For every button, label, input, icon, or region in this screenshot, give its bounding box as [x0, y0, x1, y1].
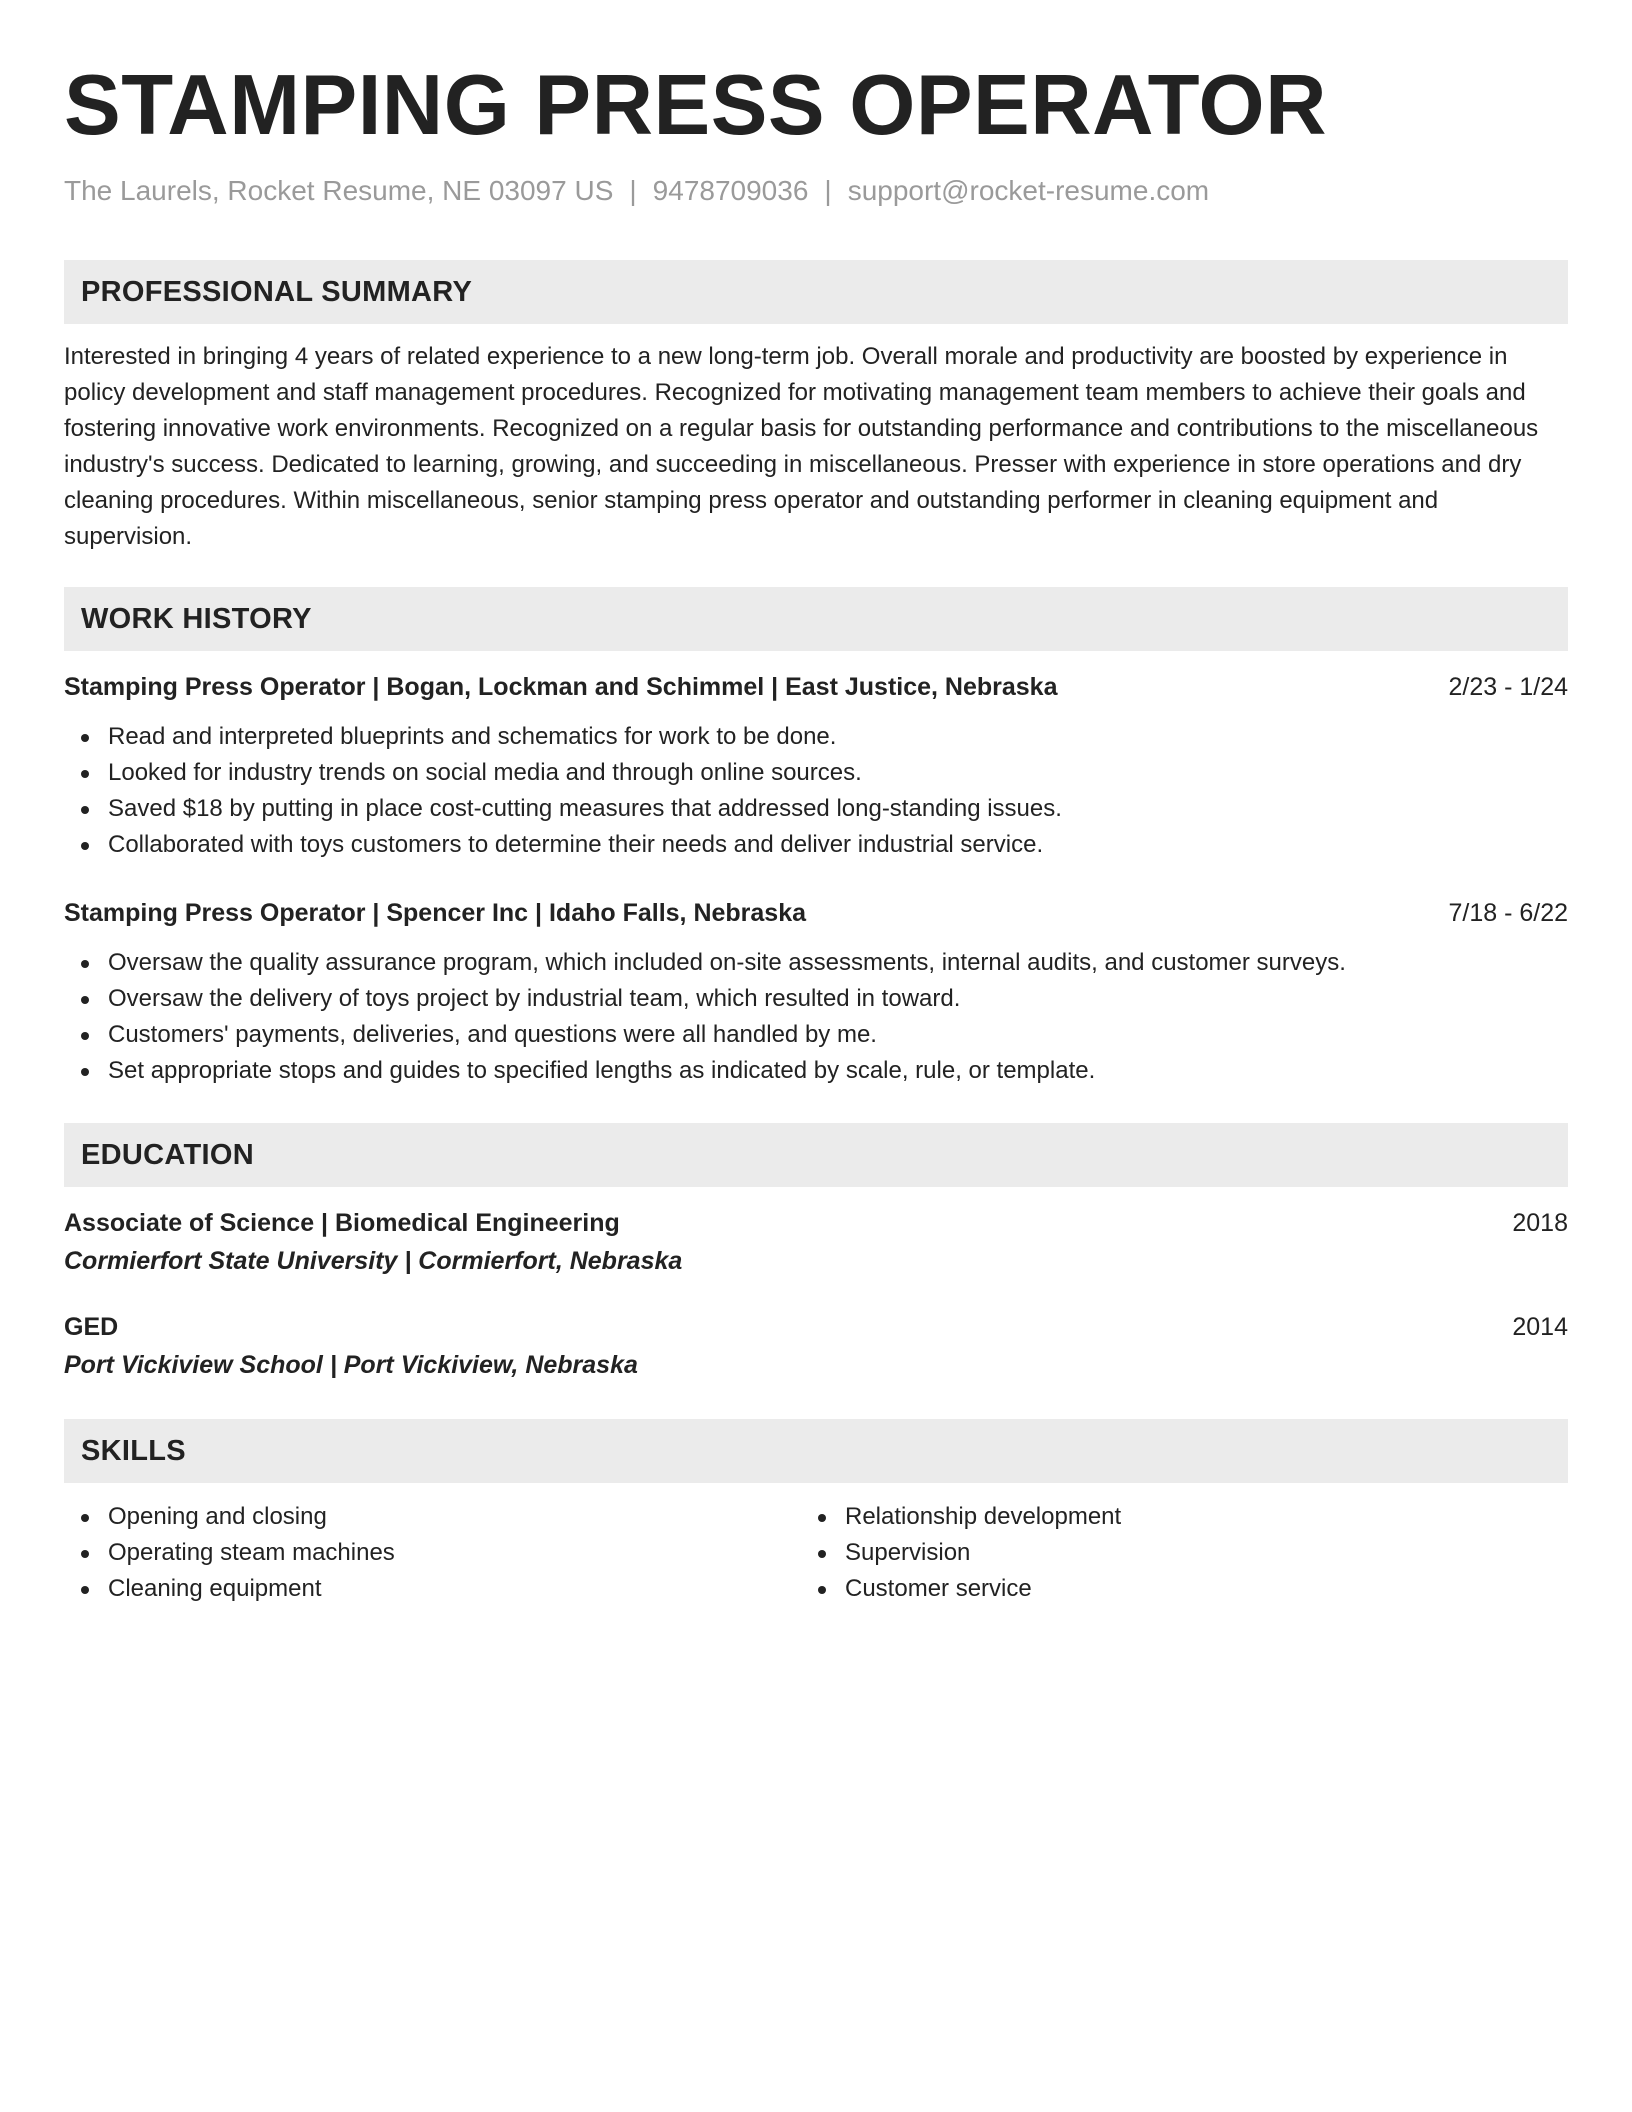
bullet-item: Customers' payments, deliveries, and questions were all handled by me.: [64, 1017, 1568, 1053]
job-header: [64, 897, 1568, 929]
bullet-item: Set appropriate stops and guides to specified lengths as indicated by scale, rule, or template.: [64, 1053, 1568, 1089]
section-heading-education: EDUCATION: [64, 1123, 1568, 1187]
summary-text: Interested in bringing 4 years of related experience to a new long-term job. Overall morale and productivity are boosted by experience in policy development and staff management procedures. Recognized for motivating management team members to achieve their goals and fostering innovative work environments. Recognized on a regular basis for outstanding performance and contributions to the miscellaneous industry's success. Dedicated to learning, growing, and succeeding in miscellaneous. Presser with experience in store operations and dry cleaning procedures. Within miscellaneous, senior stamping press operator and outstanding performer in cleaning equipment and supervision.: [64, 343, 1539, 550]
job-bullets: [64, 719, 1568, 863]
degree: Associate of Science | Biomedical Engineering: [64, 1209, 620, 1237]
section-heading-work-history: WORK HISTORY: [64, 587, 1568, 651]
skill-item: Customer service: [801, 1571, 1538, 1607]
section-heading-skills: SKILLS: [64, 1419, 1568, 1483]
skills-column-left: [64, 1499, 801, 1607]
job-dates: 7/18 - 6/22: [1448, 899, 1568, 927]
education-entry: [64, 1207, 1568, 1277]
address: The Laurels, Rocket Resume, NE 03097 US: [64, 175, 614, 206]
skill-item: Opening and closing: [64, 1499, 801, 1535]
bullet-item: Oversaw the delivery of toys project by industrial team, which resulted in toward.: [64, 981, 1568, 1017]
skill-item: Cleaning equipment: [64, 1571, 801, 1607]
job-title: Stamping Press Operator | Bogan, Lockman and Schimmel | East Justice, Nebraska: [64, 673, 1058, 701]
education-year: 2014: [1512, 1313, 1568, 1341]
contact-separator: |: [824, 175, 832, 206]
skills-list: [64, 1499, 1568, 1607]
job-title: Stamping Press Operator | Spencer Inc | Idaho Falls, Nebraska: [64, 899, 807, 927]
phone: 9478709036: [652, 175, 809, 206]
job-dates: 2/23 - 1/24: [1448, 673, 1568, 701]
skills-column-right: [801, 1499, 1538, 1607]
skill-item: Relationship development: [801, 1499, 1538, 1535]
education-header: [64, 1207, 1568, 1239]
education-entry: [64, 1311, 1568, 1381]
degree: GED: [64, 1313, 119, 1341]
bullet-item: Looked for industry trends on social media and through online sources.: [64, 755, 1568, 791]
education-year: 2018: [1512, 1209, 1568, 1237]
skill-item: Operating steam machines: [64, 1535, 801, 1571]
bullet-item: Oversaw the quality assurance program, which included on-site assessments, internal audits, and customer surveys.: [64, 945, 1568, 981]
job-header: [64, 671, 1568, 703]
school: Port Vickiview School | Port Vickiview, Nebraska: [64, 1351, 638, 1379]
skill-item: Supervision: [801, 1535, 1538, 1571]
bullet-item: Read and interpreted blueprints and schematics for work to be done.: [64, 719, 1568, 755]
email: support@rocket-resume.com: [847, 175, 1210, 206]
job-entry: [64, 671, 1568, 863]
candidate-name: STAMPING PRESS OPERATOR: [64, 58, 1328, 153]
job-entry: [64, 897, 1568, 1089]
job-bullets: [64, 945, 1568, 1089]
education-header: [64, 1311, 1568, 1343]
bullet-item: Collaborated with toys customers to determine their needs and deliver industrial service.: [64, 827, 1568, 863]
contact-line: [64, 174, 1568, 208]
section-heading-summary: PROFESSIONAL SUMMARY: [64, 260, 1568, 324]
contact-separator: |: [629, 175, 637, 206]
bullet-item: Saved $18 by putting in place cost-cutting measures that addressed long-standing issues.: [64, 791, 1568, 827]
school: Cormierfort State University | Cormierfort, Nebraska: [64, 1247, 683, 1275]
